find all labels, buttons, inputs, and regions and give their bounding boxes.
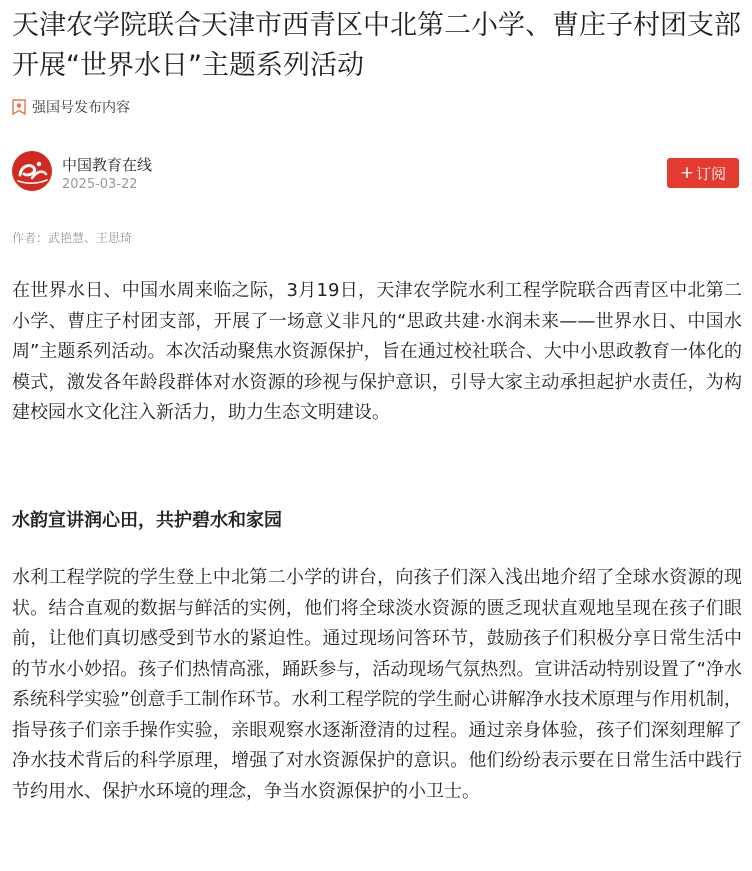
subscribe-label: 订阅: [696, 164, 727, 183]
subscribe-button[interactable]: [667, 158, 739, 188]
article-title: 天津农学院联合天津市西青区中北第二小学、曹庄子村团支部开展“世界水日”主题系列活动: [12, 10, 741, 81]
article-paragraph: 在世界水日、中国水周来临之际，3月19日，天津农学院水利工程学院联合西青区中北第二小学、曹庄子村团支部，开展了一场意义非凡的“思政共建·水润未来——世界水日、中国水周”主题系列活动。本次活动聚焦水资源保护，旨在通过校社联合、大中小思政教育一体化的模式，激发各年龄段群体对水资源的珍视与保护意识，引导大家主动承担起护水责任，为构建校园水文化注入新活力，助力生态文明建设。: [12, 280, 742, 423]
section-heading: 水韵宣讲润心田，共护碧水和家园: [12, 510, 282, 531]
source-label: 强国号发布内容: [32, 100, 130, 116]
author-credit: 作者：武艳慧、王思琦: [12, 231, 133, 245]
avatar[interactable]: [12, 151, 52, 191]
plus-icon: +: [679, 162, 695, 183]
source-tag: [12, 96, 130, 118]
bookmark-flower-icon: [12, 99, 26, 115]
author-name[interactable]: 中国教育在线: [62, 156, 153, 174]
china-education-online-logo: [12, 151, 52, 191]
publish-date: 2025-03-22: [62, 177, 138, 192]
article-paragraph: 水利工程学院的学生登上中北第二小学的讲台，向孩子们深入浅出地介绍了全球水资源的现状。结合直观的数据与鲜活的实例，他们将全球淡水资源的匮乏现状直观地呈现在孩子们眼前，让他们真切感受到节水的紧迫性。通过现场问答环节，鼓励孩子们积极分享日常生活中的节水小妙招。孩子们热情高涨，踊跃参与，活动现场气氛热烈。宣讲活动特别设置了“净水系统科学实验”创意手工制作环节。水利工程学院的学生耐心讲解净水技术原理与作用机制，指导孩子们亲手操作实验，亲眼观察水逐渐澄清的过程。通过亲身体验，孩子们深刻理解了净水技术背后的科学原理，增强了对水资源保护的意识。他们纷纷表示要在日常生活中践行节约用水、保护水环境的理念，争当水资源保护的小卫士。: [12, 567, 742, 802]
